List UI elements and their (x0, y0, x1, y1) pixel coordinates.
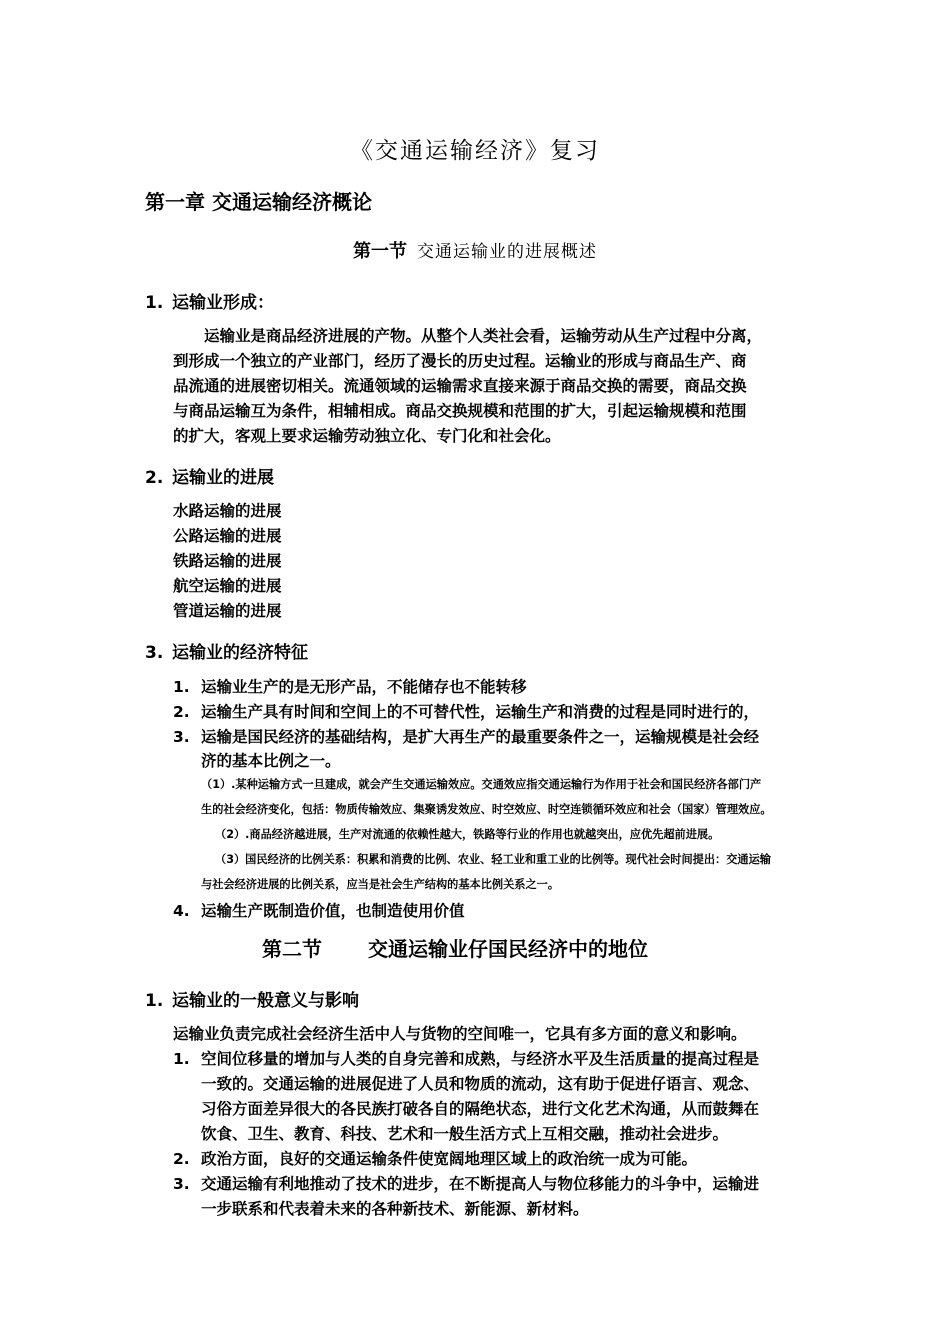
heading-significance (145, 986, 359, 1011)
significance-intro: 运输业负责完成社会经济生活中人与货物的空间唯一，它具有多方面的意义和影响。 (173, 1025, 747, 1043)
significance-point (173, 1172, 759, 1194)
chapter-heading: 第一章 交通运输经济概论 (145, 190, 372, 214)
note-line: 与社会经济进展的比例关系，应当是社会生产结构的基本比例关系之一。 (201, 878, 560, 891)
document-title: 《交通运输经济》复习 (350, 138, 600, 164)
heading-text: 运输业形成： (172, 293, 274, 313)
note-line: （3）国民经济的比例关系：积累和消费的比例、农业、轻工业和重工业的比例等。现代社会时间提出：交通运输 (215, 853, 771, 866)
note-line: 生的社会经济变化，包括：物质传输效应、集聚诱发效应、时空效应、时空连锁循环效应和社会（国家）管理效应。 (201, 803, 772, 816)
feature-item (173, 675, 527, 697)
note-line: （1）.某种运输方式一旦建成，就会产生交通运输效应。交通效应指交通运输行为作用于社会和国民经济各部门产 (201, 778, 762, 791)
heading-number: 1. (145, 991, 164, 1011)
heading-number: 3. (145, 643, 164, 663)
section-2-heading (262, 933, 648, 962)
item-number: 3. (173, 728, 190, 746)
item-text: 交通运输有利地推动了技术的进步，在不断提高人与物位移能力的斗争中，运输进 (201, 1175, 760, 1193)
item-number: 1. (173, 1050, 190, 1068)
item-number: 3. (173, 1175, 190, 1193)
heading-text: 运输业的一般意义与影响 (172, 991, 359, 1011)
formation-paragraph (173, 324, 762, 449)
significance-point (173, 1147, 697, 1169)
point-continuation: 习俗方面差异很大的各民族打破各自的隔绝状态，进行文化艺术沟通，从而鼓舞在 (201, 1100, 760, 1118)
significance-point (173, 1047, 759, 1069)
feature-item (173, 899, 465, 921)
feature-item (173, 725, 759, 747)
heading-economic-features (145, 638, 308, 663)
heading-number: 1. (145, 293, 164, 313)
heading-text: 运输业的经济特征 (172, 643, 308, 663)
heading-text: 运输业的进展 (172, 468, 274, 488)
item-number: 2. (173, 1150, 190, 1168)
paragraph-line: 的扩大，客观上要求运输劳动独立化、专门化和社会化。 (173, 427, 561, 445)
note-line: （2）.商品经济越进展，生产对流通的依赖性越大，铁路等行业的作用也就越突出，应优先超前进展。 (215, 828, 720, 841)
item-text: 运输生产既制造价值，也制造使用价值 (201, 902, 465, 920)
item-number: 4. (173, 902, 190, 920)
point-continuation: 饮食、卫生、教育、科技、艺术和一般生活方式上互相交融，推动社会进步。 (201, 1125, 729, 1143)
paragraph-line: 运输业是商品经济进展的产物。从整个人类社会看，运输劳动从生产过程中分离， (173, 327, 763, 345)
paragraph-line: 与商品运输互为条件，相辅相成。商品交换规模和范围的扩大，引起运输规模和范围 (173, 402, 747, 420)
feature-item-continuation: 济的基本比例之一。 (201, 752, 341, 770)
paragraph-line: 品流通的进展密切相关。流通领域的运输需求直接来源于商品交换的需要，商品交换 (173, 377, 747, 395)
item-text: 运输生产具有时间和空间上的不可替代性，运输生产和消费的过程是同时进行的， (201, 703, 760, 721)
item-text: 政治方面，良好的交通运输条件使宽阔地理区域上的政治统一成为可能。 (201, 1150, 698, 1168)
list-item: 铁路运输的进展 (173, 552, 282, 570)
feature-item (173, 700, 759, 722)
item-text: 空间位移量的增加与人类的自身完善和成熟，与经济水平及生活质量的提高过程是 (201, 1050, 760, 1068)
paragraph-line: 到形成一个独立的产业部门，经历了漫长的历史过程。运输业的形成与商品生产、商 (173, 352, 747, 370)
section-2-number: 第二节 (262, 937, 322, 961)
section-2-title: 交通运输业仔国民经济中的地位 (368, 937, 648, 961)
item-number: 2. (173, 703, 190, 721)
item-number: 1. (173, 678, 190, 696)
list-item: 航空运输的进展 (173, 577, 282, 595)
item-text: 运输业生产的是无形产品，不能储存也不能转移 (201, 678, 527, 696)
point-continuation: 一步联系和代表着未来的各种新技术、新能源、新材料。 (201, 1200, 589, 1218)
list-item: 公路运输的进展 (173, 527, 282, 545)
section-1-number: 第一节 (353, 241, 407, 262)
section-1-heading (0, 237, 950, 263)
point-continuation: 一致的。交通运输的进展促进了人员和物质的流动，这有助于促进仔语言、观念、 (201, 1075, 760, 1093)
item-text: 运输是国民经济的基础结构，是扩大再生产的最重要条件之一，运输规模是社会经 (201, 728, 760, 746)
development-list (173, 499, 282, 624)
heading-formation (145, 288, 274, 313)
list-item: 水路运输的进展 (173, 502, 282, 520)
list-item: 管道运输的进展 (173, 602, 282, 620)
heading-development (145, 463, 274, 488)
heading-number: 2. (145, 468, 164, 488)
section-1-title: 交通运输业的进展概述 (417, 242, 597, 262)
